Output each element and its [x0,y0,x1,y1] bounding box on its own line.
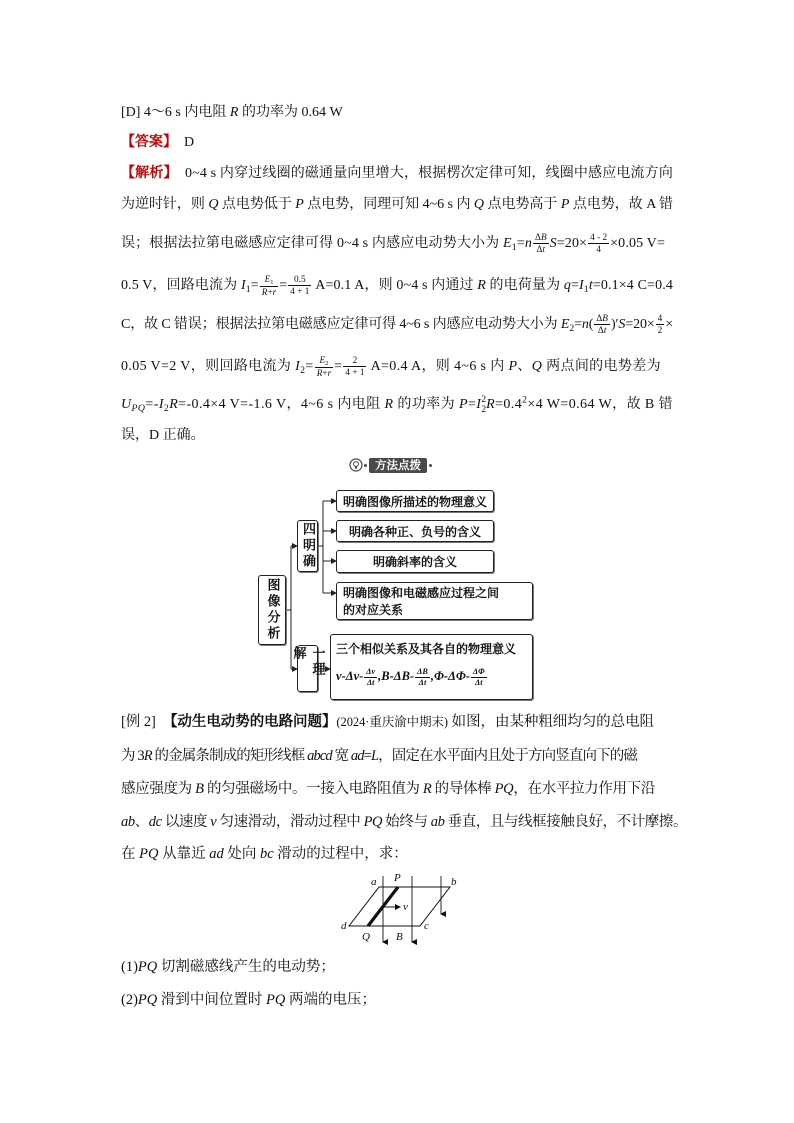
numerator [315,355,333,368]
example-line [121,707,654,737]
math-variable: I [240,278,246,293]
text-run: 处向 [223,846,260,862]
analysis-line [121,229,665,259]
branch-label: 一理解 [290,646,325,678]
text-run: 2 [352,355,358,366]
text-run: 为逆时针，则 [121,197,209,212]
subscript: 2 [481,405,487,416]
subscript: 1 [270,278,274,286]
math-variable: abcd [307,748,332,764]
math-variable: R [477,278,486,293]
text-run: Δ [472,666,479,676]
text-run: 、 [134,814,149,830]
question-2 [121,985,376,1015]
text-run: × [665,317,674,332]
math-variable: L [370,748,379,764]
text-run: + [267,286,273,297]
circuit-frame-figure [330,868,470,950]
math-variable: Φ [455,669,466,683]
math-variable: ab [121,814,135,830]
text-run: =- [145,397,159,412]
method-title: 方法点拨 [369,458,427,473]
math-variable: B [401,669,410,683]
lightbulb-icon [349,458,363,472]
text-run: = [334,359,343,374]
math-variable: PQ [266,992,286,1008]
math-variable: q [563,278,571,293]
math-variable: B [195,781,204,797]
fraction [656,313,665,336]
label-p: P [394,872,401,884]
math-variable: E [319,354,326,365]
mind-map [250,480,550,710]
label-field-b: B [396,931,403,943]
math-variable: B [602,313,608,324]
text-run: = [305,359,314,374]
text-run: 的电荷量为 [485,278,564,293]
subscript: 2 [569,322,575,334]
text-run: 滑到中间位置时 [157,992,267,1008]
text-run: Δ [534,232,541,243]
text-run: 的金属条制成的矩形线框 [151,748,308,764]
text-run: 的功率为 [393,397,459,412]
fraction [364,667,377,688]
text-run: )′ [610,317,619,332]
text-run: 匀速滑动，滑动过程中 [216,814,364,830]
text-run: 点电势高于 [484,197,561,212]
text-run: -Δ [443,669,456,683]
text-run: =-0.4×4 V=-1.6 V，4~6 s 内电阻 [178,397,385,412]
math-variable: t [588,278,593,293]
text-run: 两点间的电势差为 [542,359,661,374]
math-variable: R [261,286,268,297]
numerator [471,667,487,678]
text-run: A=0.4 A，则 4~6 s 内 [367,359,509,374]
text-run: 0.5 V，回路电流为 [121,278,241,293]
math-variable: R [384,397,394,412]
text-run: Δ [597,325,604,336]
math-variable: PQ [137,992,158,1008]
text-run: 2 [657,325,663,336]
math-variable: P [560,197,570,212]
math-variable: Q [208,197,219,212]
label-b: b [451,876,457,888]
math-variable: dc [148,814,162,830]
text-run: 、 [517,359,532,374]
analysis-line [121,421,205,451]
fraction [588,232,609,255]
text-run: + [322,367,328,378]
label-a: a [371,876,377,888]
text-run: Δ [418,677,424,687]
math-variable: PQ [137,959,158,975]
math-variable: t [423,677,427,687]
math-variable: t [603,325,607,336]
denominator [594,325,610,336]
text-run: , [430,669,434,683]
numerator [533,232,549,244]
text-run: -Δ [389,669,402,683]
text-run: 以速度 [161,814,211,830]
option-d [121,98,343,128]
denominator [656,325,665,336]
text-run: 0.5 [294,274,306,285]
text-run: Δ [475,677,481,687]
math-variable: R [422,781,432,797]
math-variable: PQ [139,846,159,862]
math-variable: t [372,677,375,687]
label-q: Q [362,931,370,943]
text-run: - [409,669,415,683]
math-variable: I [295,359,301,374]
numerator [415,667,430,678]
text-run: 的导体棒 [431,781,495,797]
text-run: (1) [121,959,138,975]
denominator [415,678,430,688]
text-run: Δ [366,666,372,676]
math-variable: S [549,236,557,251]
math-variable: Φ [433,669,444,683]
text-run: =20× [625,317,655,332]
math-variable: PQ [363,814,383,830]
text-run: ×0.05 V= [610,236,665,251]
mind-map-item [336,490,494,512]
topic-label: 【动生电动势的电路问题】 [162,714,337,730]
math-variable: U [121,397,132,412]
text-run: =20× [556,236,588,251]
denominator [288,286,311,297]
math-variable: R [143,748,152,764]
fraction [288,274,311,297]
denominator [260,287,278,298]
fraction [260,274,278,298]
math-variable: ad [350,748,364,764]
source-note: (2024·重庆渝中期末) [336,715,449,729]
text-run: [例 2] [121,714,163,730]
mind-map-item-text: 的对应关系 [343,603,404,617]
mind-map-item [336,520,494,542]
fraction [471,667,487,688]
text-run: 的匀强磁场中。一接入电路阻值为 [203,781,423,797]
text-run: C，故 C 错误；根据法拉第电磁感应定律可得 4~6 s 内感应电动势大小为 [121,317,561,332]
text-run: = [363,748,371,764]
subscript: 1 [583,283,589,295]
math-variable: v [210,814,217,830]
text-run: 4 - 2 [590,232,608,243]
text-run: 4 [657,313,663,324]
branch-one-understand [290,645,325,692]
text-run: = [467,397,477,412]
label-d: d [341,920,347,932]
text-run: 的功率为 0.64 W [238,105,343,120]
mind-map-item-text: 三个相似关系及其各自的物理意义 [336,642,517,656]
example-line [121,807,687,837]
rectangular-frame [349,887,450,926]
text-run: Δ [596,313,603,324]
text-run: = [250,278,259,293]
math-variable: E [264,273,271,284]
text-run: (2) [121,992,138,1008]
text-run: 误；根据法拉第电磁感应定律可得 0~4 s 内感应电动势大小为 [121,236,503,251]
numerator [364,667,377,678]
math-variable: P [508,359,518,374]
math-variable: P [458,397,468,412]
text-run: = [516,236,525,251]
text-run: 0~4 s 内穿过线圈的磁通量向里增大，根据楞次定律可知，线圈中感应电流方向 [177,166,673,181]
text-run: 感应强度为 [121,781,196,797]
text-run: - [359,669,364,683]
fraction [415,667,430,688]
analysis-line [121,159,673,189]
fraction [594,313,610,336]
text-run: 从靠近 [158,846,210,862]
superscript: 2 [522,394,528,406]
similarity-formula [336,659,527,693]
text-run: = [574,317,582,332]
analysis-line [121,352,661,382]
label-c: c [424,920,429,932]
text-run: ，在水平拉力作用下沿 [513,781,656,797]
math-variable: v [371,666,376,676]
fraction [315,355,333,379]
mind-map-root-label: 图像分析 [264,578,280,642]
math-variable: B [381,669,390,683]
example-line [121,839,408,869]
mind-map-root [258,575,286,645]
subscript: 2 [300,364,306,376]
denominator [315,368,333,379]
superscript: 2 [481,395,487,406]
text-run: 点电势低于 [218,197,296,212]
text-run: , [378,669,382,683]
math-variable: v [353,669,360,683]
text-run: Δ [536,244,543,255]
analysis-line [121,190,673,220]
subscript: 1 [245,283,251,295]
text-run: 如图，由某种粗细均匀的总电阻 [448,714,654,730]
denominator [364,678,377,688]
fraction [533,232,549,255]
method-header [349,457,427,473]
text-run: [D] 4～6 s 内电阻 [121,105,230,120]
example-line [121,741,637,771]
text-run: ( [588,317,594,332]
text-run: ，固定在水平面内且处于方向竖直向下的磁 [378,748,638,764]
text-run: A=0.1 A，则 0~4 s 内通过 [312,278,478,293]
numerator [260,274,278,287]
section-label: 【答案】 [121,135,177,150]
math-variable: I [476,397,482,412]
fraction [343,355,366,378]
math-variable: I [579,278,584,293]
text-run: 两端的电压； [285,992,376,1008]
text-run: 为 3 [121,748,144,764]
text-run: 切割磁感线产生的电动势； [157,959,335,975]
mind-map-item-text: 明确斜率的含义 [372,555,457,569]
math-variable: R [316,367,323,378]
subscript: 2 [325,359,329,367]
math-variable: t [480,677,483,687]
denominator [588,244,609,255]
branch-four-clarify [297,520,318,572]
math-variable: S [618,317,626,332]
text-run: Δ [417,666,423,676]
denominator [343,367,366,378]
math-variable: r [272,286,277,297]
text-run: 4 + 1 [290,286,310,297]
text-run: 宽 [331,748,351,764]
text-run: 在 [121,846,140,862]
math-variable: R [169,397,179,412]
mind-map-item-text: 明确图像和电磁感应过程之间 [343,586,500,600]
numerator [594,313,610,325]
numerator [288,274,311,286]
math-variable: v [336,669,342,683]
text-run: = [570,278,579,293]
numerator [656,313,665,325]
math-variable: PQ [494,781,514,797]
denominator [533,244,549,255]
math-variable: r [327,367,332,378]
text-run: 垂直，且与线框接触良好，不计摩擦。 [444,814,688,830]
label-v: v [403,901,408,913]
subscript: PQ [131,402,146,414]
math-variable: ab [430,814,445,830]
math-variable: R [486,397,496,412]
mind-map-item-text: 明确图像所描述的物理意义 [342,494,487,509]
math-variable: Φ [478,666,485,676]
text-run: 0.05 V=2 V，则回路电流为 [121,359,296,374]
text-run: 点电势，故 A 错 [569,197,673,212]
branch-label: 四明确 [300,522,315,570]
math-variable: bc [259,846,274,862]
text-run: D [177,135,195,150]
text-run: = [279,278,288,293]
numerator [588,232,609,244]
text-run: ×4 W=0.64 W，故 B 错 [527,397,673,412]
math-variable: ad [209,846,224,862]
math-variable: n [581,317,589,332]
math-variable: Q [473,197,485,212]
math-variable: n [524,236,532,251]
math-variable: Q [531,359,543,374]
math-variable: B [422,666,428,676]
section-label: 【解析】 [121,166,178,181]
text-run: 滑动的过程中，求： [273,846,408,862]
subscript: 1 [511,241,517,253]
text-run: Δ [366,677,373,687]
math-variable: R [229,105,239,120]
text-run: 4 [596,244,601,255]
analysis-line [121,271,673,301]
subscript: 2 [163,402,170,414]
math-variable: E [502,236,512,251]
math-variable: P [295,197,304,212]
mind-map-item-text: 明确各种正、负号的含义 [348,524,481,539]
text-run: - [465,669,470,683]
analysis-line [121,390,673,420]
answer-line [121,128,194,158]
numerator [343,355,366,367]
mind-map-item [336,550,494,573]
mind-map-item [336,582,533,620]
text-run: 点电势，同理可知 4~6 s 内 [303,197,474,212]
text-run: -Δ [341,669,354,683]
mind-map-item-understanding [330,634,533,700]
example-line [121,774,655,804]
text-run: 误，D 正确。 [121,428,205,443]
analysis-line [121,310,673,340]
math-variable: I [158,397,164,412]
math-variable: E [560,317,570,332]
text-run: 4 + 1 [345,367,365,378]
text-run: =0.4 [495,397,523,412]
text-run: 始终与 [382,814,431,830]
denominator [471,678,487,688]
math-variable: B [540,232,547,243]
text-run: =0.1×4 C=0.4 [592,278,673,293]
math-variable: t [542,244,546,255]
question-1 [121,952,335,982]
